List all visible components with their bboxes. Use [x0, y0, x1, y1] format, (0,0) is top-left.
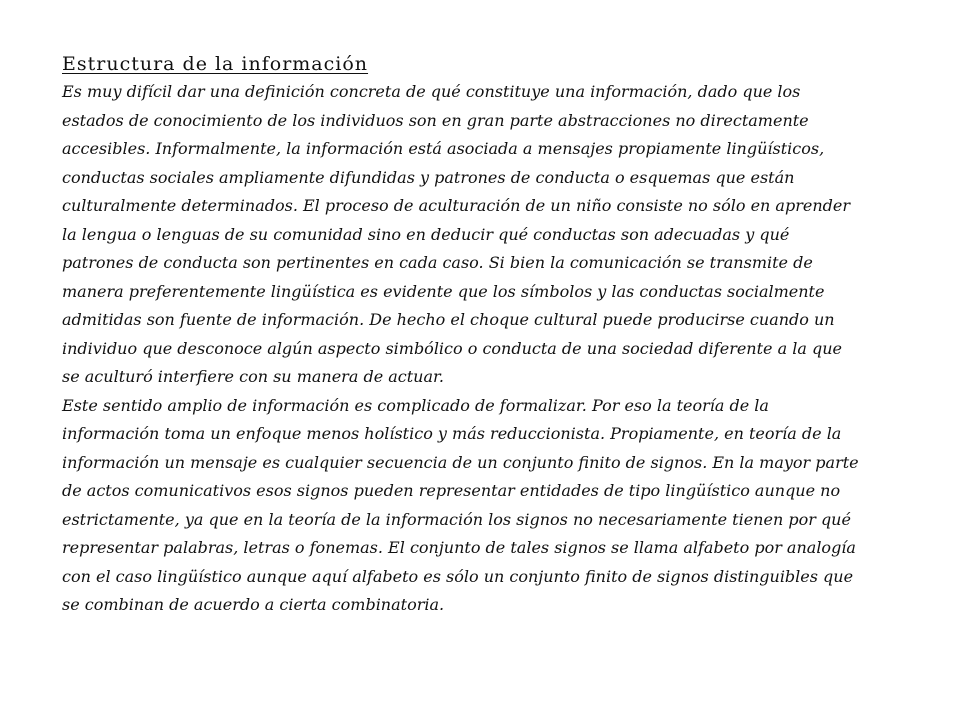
paragraph-1: Es muy difícil dar una definición concreta de qué constituye una información, dado que los estados de conocimiento de los individuos son en gran parte abstracciones no directamente accesibles. Informalmente, la información está asociada a mensajes propiamente lingüísticos, conductas sociales ampliamente difundidas y patrones de conducta o esquemas que están culturalmente determinados. El proceso de aculturación de un niño consiste no sólo en aprender la lengua o lenguas de su comunidad sino en deducir qué conductas son adecuadas y qué patrones de conducta son pertinentes en cada caso. Si bien la comunicación se transmite de manera preferentemente lingüística es evidente que los símbolos y las conductas socialmente admitidas son fuente de información. De hecho el choque cultural puede producirse cuando un individuo que desconoce algún aspecto simbólico o conducta de una sociedad diferente a la que se aculturó interfiere con su manera de actuar. [62, 82, 850, 386]
slide-title: Estructura de la información [62, 53, 369, 75]
text-body [62, 50, 862, 620]
paragraph-2: Este sentido amplio de información es complicado de formalizar. Por eso la teoría de la información toma un enfoque menos holístico y más reduccionista. Propiamente, en teoría de la información un mensaje es cualquier secuencia de un conjunto finito de signos. En la mayor parte de actos comunicativos esos signos pueden representar entidades de tipo lingüístico aunque no estrictamente, ya que en la teoría de la información los signos no necesariamente tienen por qué representar palabras, letras o fonemas. El conjunto de tales signos se llama alfabeto por analogía con el caso lingüístico aunque aquí alfabeto es sólo un conjunto finito de signos distinguibles que se combinan de acuerdo a cierta combinatoria. [62, 395, 859, 614]
